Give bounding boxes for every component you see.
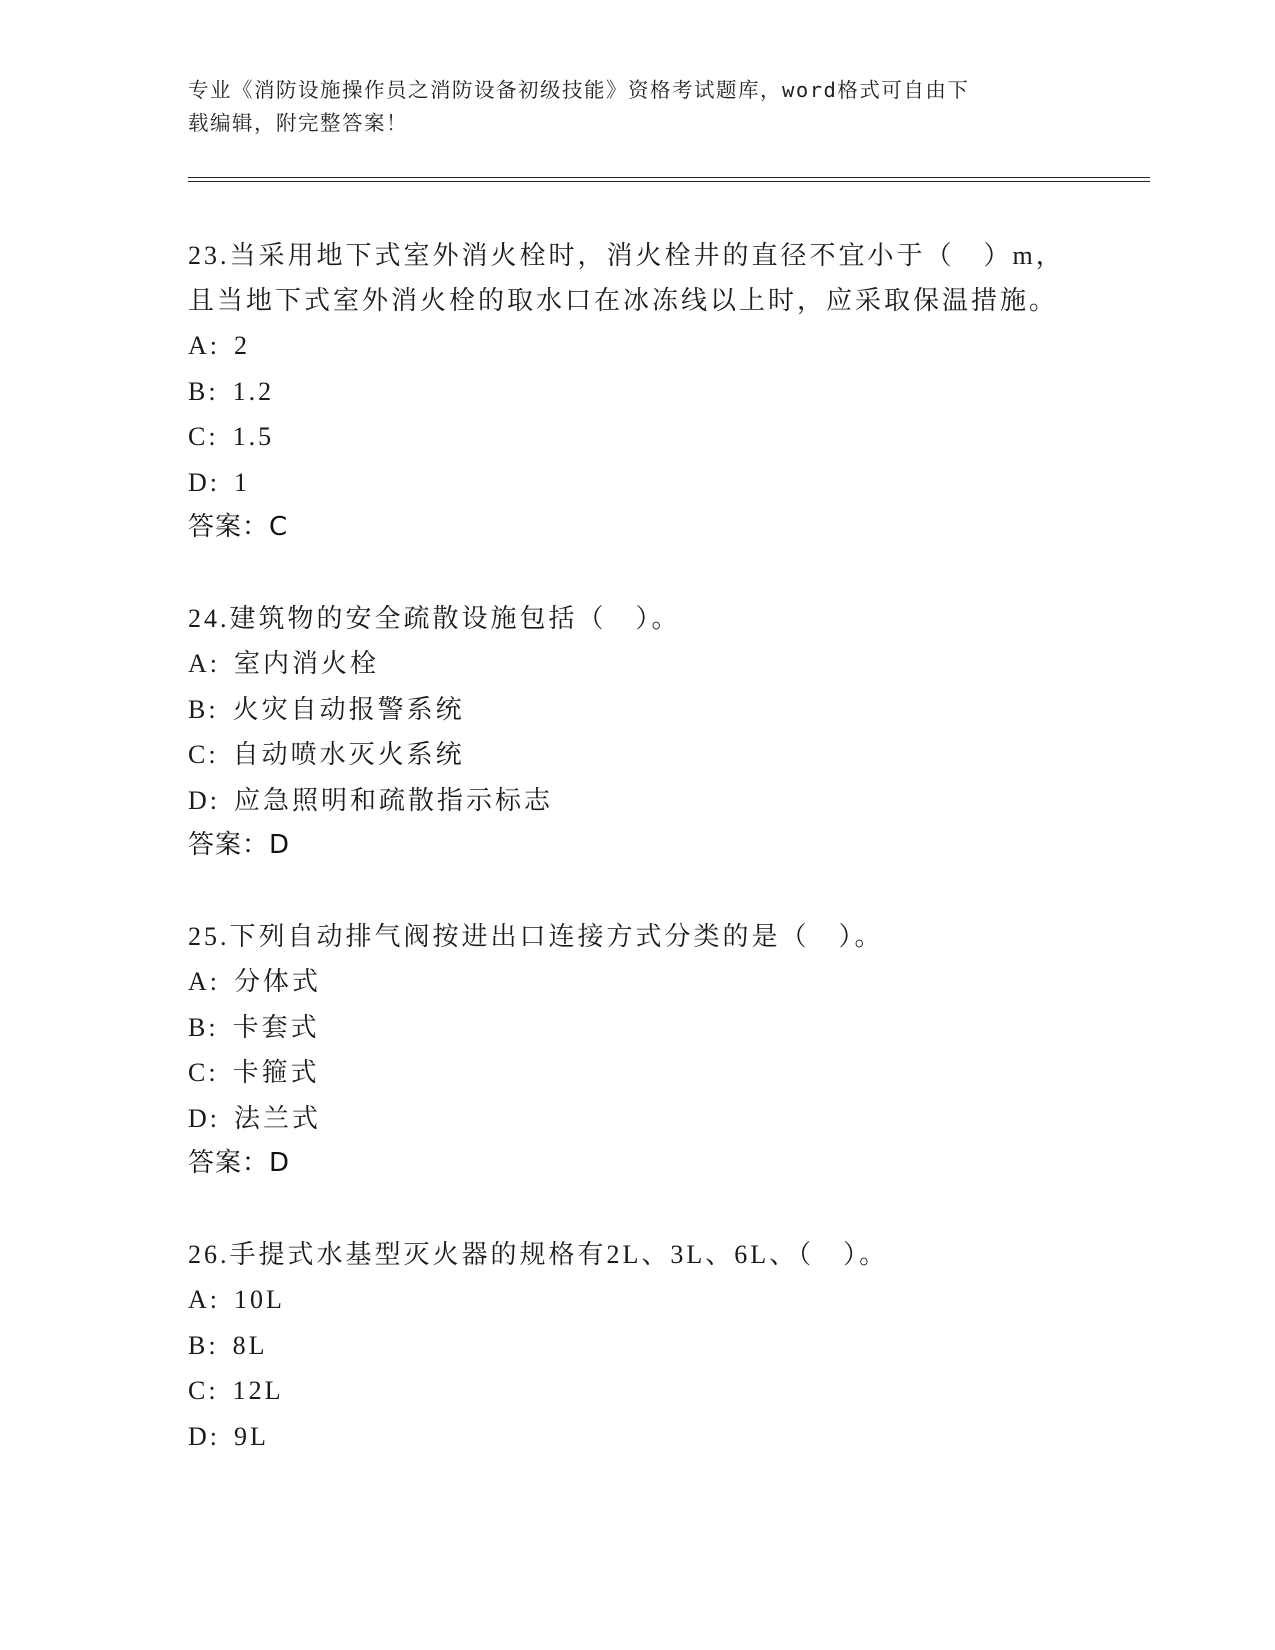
option-key: D:: [188, 785, 220, 815]
question-stem: 23.当采用地下式室外消火栓时，消火栓井的直径不宜小于（ ）m，: [188, 241, 1065, 270]
option-key: A:: [188, 1285, 220, 1314]
option-b: [188, 1005, 1150, 1051]
option-key: B:: [188, 1012, 219, 1042]
option-text: 应急照明和疏散指示标志: [234, 785, 554, 815]
option-text: 2: [234, 331, 250, 360]
option-text: 1.5: [232, 422, 275, 451]
answer-line: 答案：C: [188, 512, 289, 542]
option-text: 卡套式: [232, 1012, 320, 1042]
question-24: [188, 596, 1150, 868]
option-c: [188, 1368, 1150, 1414]
option-key: B:: [188, 376, 219, 406]
option-text: 法兰式: [234, 1103, 322, 1133]
option-text: 8L: [232, 1330, 268, 1360]
option-key: D:: [188, 1103, 220, 1133]
option-text: 1: [234, 467, 250, 497]
option-a: [188, 1277, 1150, 1323]
option-a: [188, 641, 1150, 687]
option-text: 室内消火栓: [234, 649, 380, 678]
option-key: D:: [188, 467, 220, 497]
option-key: C:: [188, 740, 219, 769]
question-list: [188, 233, 1150, 1505]
option-d: [188, 460, 1150, 506]
option-b: [188, 1323, 1150, 1369]
option-text: 10L: [234, 1285, 285, 1314]
option-key: C:: [188, 1376, 219, 1405]
header-line-2: 载编辑，附完整答案！: [188, 111, 408, 135]
question-stem: 24.建筑物的安全疏散设施包括（ ）。: [188, 604, 681, 633]
option-d: [188, 1096, 1150, 1142]
question-stem: 25.下列自动排气阀按进出口连接方式分类的是（ ）。: [188, 922, 884, 951]
option-a: [188, 323, 1150, 369]
question-23: [188, 233, 1150, 550]
option-b: [188, 369, 1150, 415]
question-26: [188, 1232, 1150, 1459]
question-stem-continued: 且当地下式室外消火栓的取水口在冰冻线以上时，应采取保温措施。: [188, 286, 1059, 315]
option-c: [188, 732, 1150, 778]
option-d: [188, 1414, 1150, 1460]
option-text: 9L: [234, 1421, 269, 1451]
option-text: 12L: [232, 1376, 284, 1405]
option-text: 自动喷水灭火系统: [232, 740, 465, 769]
option-b: [188, 687, 1150, 733]
option-d: [188, 778, 1150, 824]
option-key: D:: [188, 1421, 220, 1451]
option-c: [188, 414, 1150, 460]
option-key: C:: [188, 422, 219, 451]
header-divider-bottom: [188, 181, 1150, 182]
option-key: B:: [188, 1330, 219, 1360]
option-key: A:: [188, 331, 220, 360]
option-key: B:: [188, 694, 219, 724]
option-key: A:: [188, 967, 220, 996]
option-text: 分体式: [234, 967, 322, 996]
question-25: [188, 914, 1150, 1186]
option-key: A:: [188, 649, 220, 678]
header-line-1: 专业《消防设施操作员之消防设备初级技能》资格考试题库，word格式可自由下: [188, 78, 970, 102]
header-divider-top: [188, 177, 1150, 178]
option-text: 火灾自动报警系统: [232, 694, 465, 724]
document-header: [188, 74, 1088, 140]
option-a: [188, 959, 1150, 1005]
option-text: 1.2: [232, 376, 275, 406]
option-c: [188, 1050, 1150, 1096]
answer-line: 答案：D: [188, 830, 291, 860]
question-stem: 26.手提式水基型灭火器的规格有2L、3L、6L、（ ）。: [188, 1240, 889, 1269]
option-key: C:: [188, 1058, 219, 1087]
option-text: 卡箍式: [232, 1058, 320, 1087]
answer-line: 答案：D: [188, 1148, 291, 1178]
